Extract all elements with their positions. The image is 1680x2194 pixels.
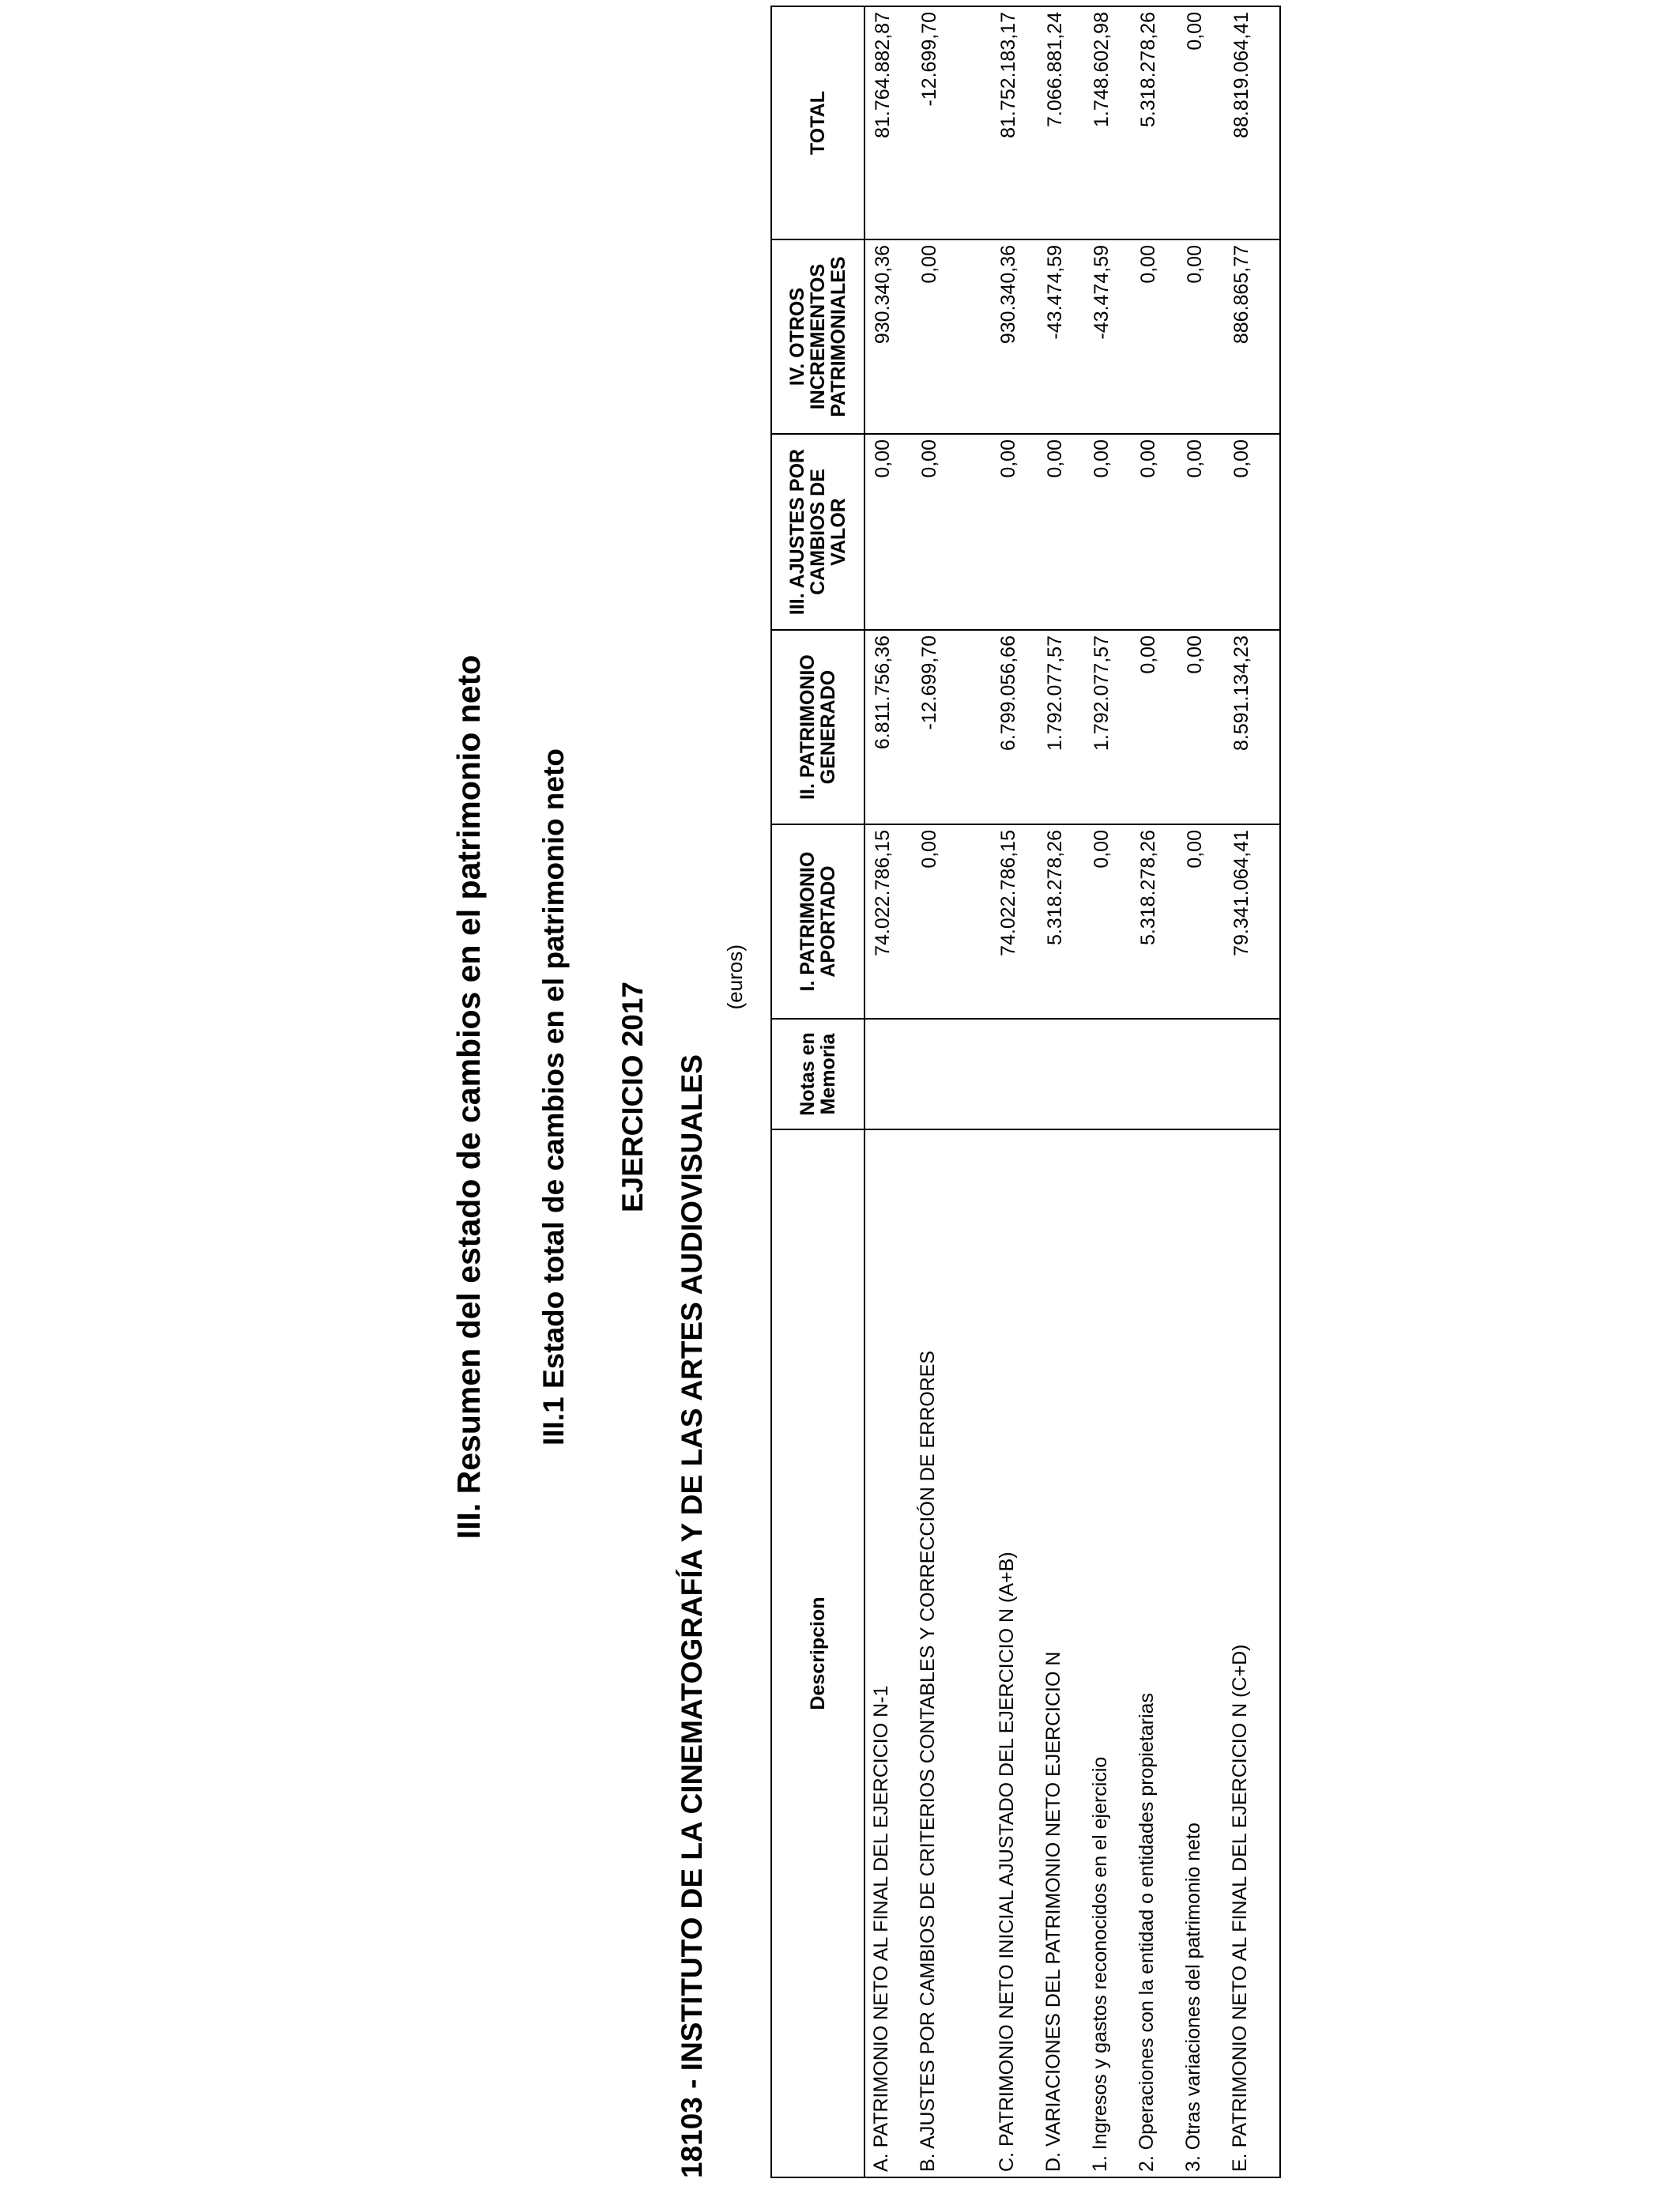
table-row xyxy=(1224,6,1280,2177)
column-header-patrimonio-generado: II. PATRIMONIO GENERADO xyxy=(771,630,864,824)
row-notes xyxy=(1224,1019,1280,1129)
row-otros: 0,00 xyxy=(912,239,991,434)
row-description: C. PATRIMONIO NETO INICIAL AJUSTADO DEL EJERCICIO N (A+B) xyxy=(991,1129,1038,2177)
column-header-notas: Notas en Memoria xyxy=(771,1019,864,1129)
row-description: A. PATRIMONIO NETO AL FINAL DEL EJERCICIO N-1 xyxy=(864,1129,912,2177)
row-aportado: 74.022.786,15 xyxy=(864,824,912,1019)
table-row xyxy=(1131,6,1177,2177)
row-otros: 930.340,36 xyxy=(991,239,1038,434)
column-header-total: TOTAL xyxy=(771,6,864,239)
row-generado: 1.792.077,57 xyxy=(1084,630,1131,824)
entity-name: 18103 - INSTITUTO DE LA CINEMATOGRAFÍA Y DE LAS ARTES AUDIOVISUALES xyxy=(676,1054,708,2178)
row-ajustes: 0,00 xyxy=(1224,434,1280,630)
table-row xyxy=(991,6,1038,2177)
row-generado: 6.811.756,36 xyxy=(864,630,912,824)
row-notes xyxy=(1177,1019,1224,1129)
row-generado: -12.699,70 xyxy=(912,630,991,824)
row-ajustes: 0,00 xyxy=(1177,434,1224,630)
row-ajustes: 0,00 xyxy=(912,434,991,630)
table-row xyxy=(912,6,991,2177)
row-aportado: 74.022.786,15 xyxy=(991,824,1038,1019)
row-generado: 0,00 xyxy=(1131,630,1177,824)
row-otros: 930.340,36 xyxy=(864,239,912,434)
table-row xyxy=(1084,6,1131,2177)
row-generado: 8.591.134,23 xyxy=(1224,630,1280,824)
row-total: 7.066.881,24 xyxy=(1038,6,1084,239)
row-description: B. AJUSTES POR CAMBIOS DE CRITERIOS CONTABLES Y CORRECCIÓN DE ERRORES xyxy=(912,1129,991,2177)
row-total: -12.699,70 xyxy=(912,6,991,239)
row-generado: 0,00 xyxy=(1177,630,1224,824)
row-total: 88.819.064,41 xyxy=(1224,6,1280,239)
row-notes xyxy=(1084,1019,1131,1129)
row-aportado: 79.341.064,41 xyxy=(1224,824,1280,1019)
row-description: D. VARIACIONES DEL PATRIMONIO NETO EJERCICIO N xyxy=(1038,1129,1084,2177)
row-otros: 0,00 xyxy=(1131,239,1177,434)
table-row xyxy=(1038,6,1084,2177)
row-ajustes: 0,00 xyxy=(864,434,912,630)
row-generado: 1.792.077,57 xyxy=(1038,630,1084,824)
column-header-ajustes-valor: III. AJUSTES POR CAMBIOS DE VALOR xyxy=(771,434,864,630)
column-header-patrimonio-aportado: I. PATRIMONIO APORTADO xyxy=(771,824,864,1019)
row-ajustes: 0,00 xyxy=(1131,434,1177,630)
row-generado: 6.799.056,66 xyxy=(991,630,1038,824)
row-ajustes: 0,00 xyxy=(991,434,1038,630)
row-aportado: 0,00 xyxy=(1177,824,1224,1019)
row-aportado: 0,00 xyxy=(1084,824,1131,1019)
row-total: 5.318.278,26 xyxy=(1131,6,1177,239)
row-ajustes: 0,00 xyxy=(1038,434,1084,630)
row-description: E. PATRIMONIO NETO AL FINAL DEL EJERCICIO N (C+D) xyxy=(1224,1129,1280,2177)
row-otros: -43.474,59 xyxy=(1038,239,1084,434)
equity-changes-table xyxy=(770,6,1281,2178)
row-notes xyxy=(864,1019,912,1129)
row-notes xyxy=(991,1019,1038,1129)
table-header-row xyxy=(771,6,864,2177)
column-header-descripcion: Descripcion xyxy=(771,1129,864,2177)
row-description: 2. Operaciones con la entidad o entidades propietarias xyxy=(1131,1129,1177,2177)
row-total: 1.748.602,98 xyxy=(1084,6,1131,239)
table-row xyxy=(864,6,912,2177)
row-total: 0,00 xyxy=(1177,6,1224,239)
row-aportado: 5.318.278,26 xyxy=(1131,824,1177,1019)
row-total: 81.764.882,87 xyxy=(864,6,912,239)
row-otros: -43.474,59 xyxy=(1084,239,1131,434)
page-subtitle: III.1 Estado total de cambios en el patrimonio neto xyxy=(537,748,570,1446)
row-aportado: 5.318.278,26 xyxy=(1038,824,1084,1019)
column-header-otros-incrementos: IV. OTROS INCREMENTOS PATRIMONIALES xyxy=(771,239,864,434)
row-total: 81.752.183,17 xyxy=(991,6,1038,239)
table-row xyxy=(1177,6,1224,2177)
row-notes xyxy=(1131,1019,1177,1129)
row-notes xyxy=(912,1019,991,1129)
row-otros: 0,00 xyxy=(1177,239,1224,434)
exercise-year: EJERCICIO 2017 xyxy=(616,981,649,1213)
row-description: 3. Otras variaciones del patrimonio neto xyxy=(1177,1129,1224,2177)
row-description: 1. Ingresos y gastos reconocidos en el ejercicio xyxy=(1084,1129,1131,2177)
row-notes xyxy=(1038,1019,1084,1129)
row-aportado: 0,00 xyxy=(912,824,991,1019)
units-label: (euros) xyxy=(723,944,747,1010)
row-otros: 886.865,77 xyxy=(1224,239,1280,434)
page-title: III. Resumen del estado de cambios en el patrimonio neto xyxy=(450,654,487,1540)
row-ajustes: 0,00 xyxy=(1084,434,1131,630)
